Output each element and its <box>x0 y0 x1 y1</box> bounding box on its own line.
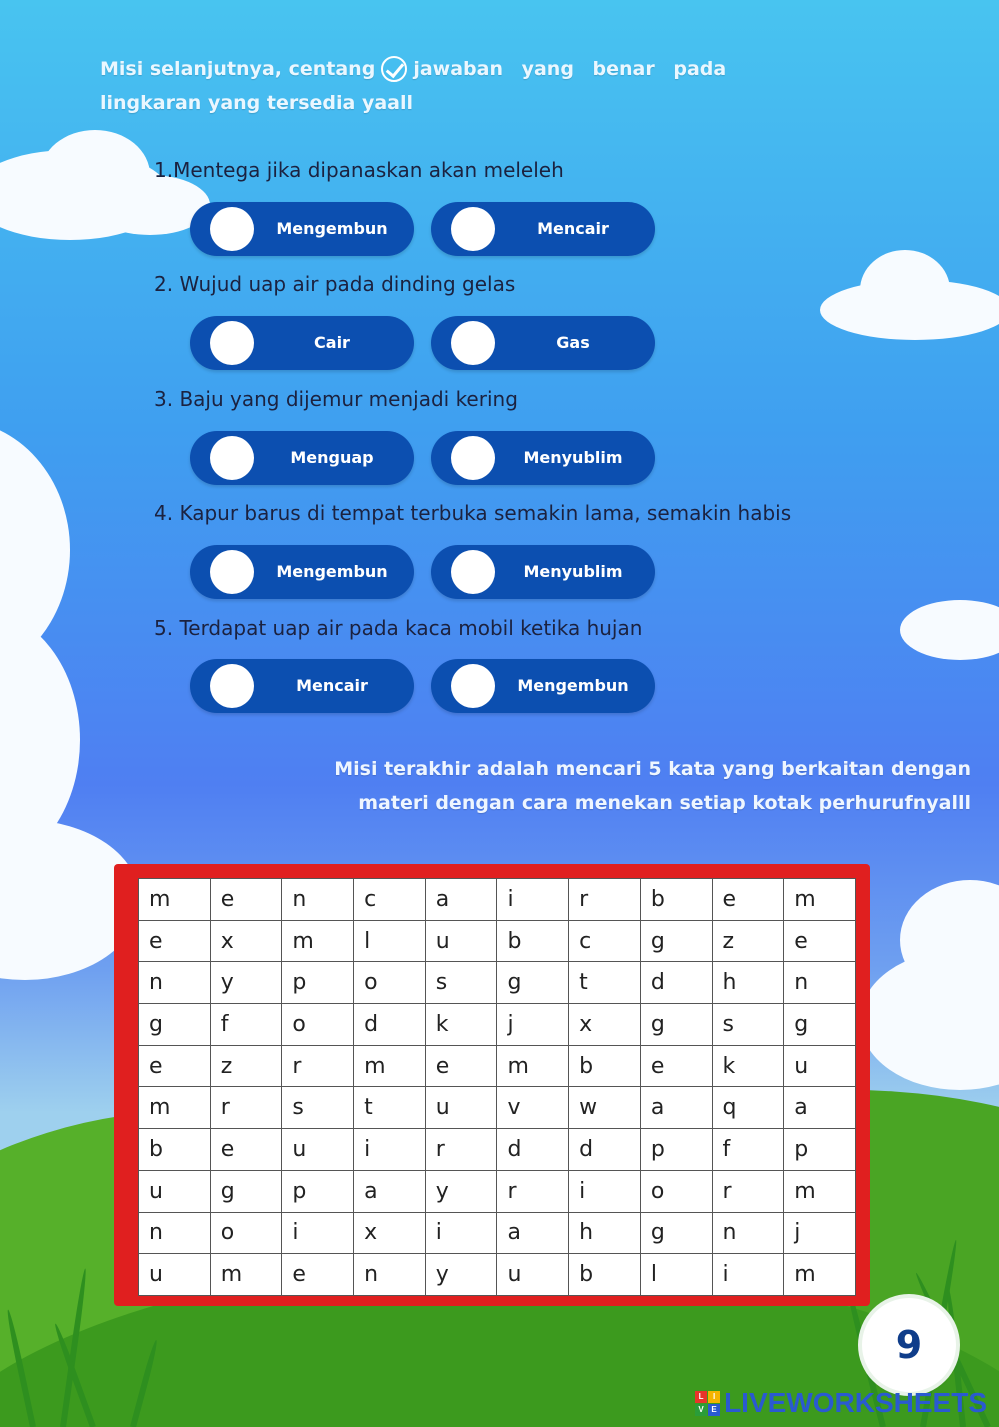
radio-circle[interactable] <box>210 664 254 708</box>
grid-letter-cell[interactable]: n <box>784 962 856 1004</box>
grid-row <box>139 1170 856 1212</box>
grid-letter-cell[interactable]: i <box>425 1212 497 1254</box>
radio-circle[interactable] <box>451 207 495 251</box>
q3-option-a[interactable] <box>190 431 414 485</box>
grid-letter-cell[interactable]: c <box>354 879 426 921</box>
grid-letter-cell[interactable]: n <box>712 1212 784 1254</box>
grid-letter-cell[interactable]: x <box>210 920 282 962</box>
grid-letter-cell[interactable]: b <box>569 1254 641 1296</box>
brand-name: LIVEWORKSHEETS <box>724 1387 987 1418</box>
word-search-instruction-line2: materi dengan cara menekan setiap kotak perhurufnyalll <box>358 792 971 814</box>
grid-letter-cell[interactable]: l <box>354 920 426 962</box>
liveworksheets-logo-icon <box>695 1391 720 1416</box>
grid-letter-cell[interactable]: y <box>425 1170 497 1212</box>
grid-letter-cell[interactable]: i <box>712 1254 784 1296</box>
grid-letter-cell[interactable]: s <box>282 1087 354 1129</box>
grid-letter-cell[interactable]: l <box>640 1254 712 1296</box>
option-label: Mencair <box>537 219 609 238</box>
grid-letter-cell[interactable]: m <box>354 1045 426 1087</box>
q1-option-a[interactable] <box>190 202 414 256</box>
grid-letter-cell[interactable]: s <box>712 1004 784 1046</box>
grid-row <box>139 1129 856 1171</box>
grid-letter-cell[interactable]: e <box>210 1129 282 1171</box>
instruction-text <box>100 52 742 120</box>
grid-letter-cell[interactable]: e <box>282 1254 354 1296</box>
option-label: Gas <box>556 333 590 352</box>
grid-letter-cell[interactable]: r <box>569 879 641 921</box>
grid-letter-cell[interactable]: d <box>640 962 712 1004</box>
word-search-grid <box>138 878 856 1296</box>
question-4-text: 4. Kapur barus di tempat terbuka semakin lama, semakin habis <box>154 501 792 525</box>
grid-row <box>139 1045 856 1087</box>
grid-letter-cell[interactable]: e <box>425 1045 497 1087</box>
grid-letter-cell[interactable]: g <box>210 1170 282 1212</box>
option-label: Cair <box>314 333 350 352</box>
liveworksheets-brand <box>695 1387 987 1419</box>
grid-letter-cell[interactable]: k <box>425 1004 497 1046</box>
option-label: Mengembun <box>276 562 388 581</box>
grid-letter-cell[interactable]: b <box>497 920 569 962</box>
grid-letter-cell[interactable]: o <box>210 1212 282 1254</box>
grid-letter-cell[interactable]: m <box>784 1254 856 1296</box>
logo-tile: E <box>708 1404 720 1416</box>
instruction-line1-end: jawaban yang benar pada <box>413 58 727 80</box>
grid-letter-cell[interactable]: n <box>139 1212 211 1254</box>
logo-tile: I <box>708 1391 720 1403</box>
grid-letter-cell[interactable]: m <box>282 920 354 962</box>
grid-letter-cell[interactable]: g <box>640 1004 712 1046</box>
grid-letter-cell[interactable]: m <box>784 879 856 921</box>
radio-circle[interactable] <box>210 436 254 480</box>
grid-letter-cell[interactable]: p <box>282 962 354 1004</box>
grid-letter-cell[interactable]: b <box>139 1129 211 1171</box>
grid-letter-cell[interactable]: m <box>139 879 211 921</box>
instruction-line1-start: Misi selanjutnya, centang <box>100 58 376 80</box>
grid-row <box>139 962 856 1004</box>
grid-letter-cell[interactable]: u <box>425 1087 497 1129</box>
grid-letter-cell[interactable]: i <box>569 1170 641 1212</box>
radio-circle[interactable] <box>210 321 254 365</box>
grid-letter-cell[interactable]: u <box>497 1254 569 1296</box>
q3-option-b[interactable] <box>431 431 655 485</box>
grid-letter-cell[interactable]: g <box>784 1004 856 1046</box>
question-2-text: 2. Wujud uap air pada dinding gelas <box>154 272 516 296</box>
radio-circle[interactable] <box>210 207 254 251</box>
grid-letter-cell[interactable]: b <box>569 1045 641 1087</box>
radio-circle[interactable] <box>451 550 495 594</box>
grid-letter-cell[interactable]: k <box>712 1045 784 1087</box>
grid-letter-cell[interactable]: r <box>497 1170 569 1212</box>
grid-row <box>139 920 856 962</box>
radio-circle[interactable] <box>451 664 495 708</box>
q2-option-a[interactable] <box>190 316 414 370</box>
grid-letter-cell[interactable]: a <box>354 1170 426 1212</box>
grid-letter-cell[interactable]: h <box>569 1212 641 1254</box>
grid-letter-cell[interactable]: g <box>640 1212 712 1254</box>
grid-letter-cell[interactable]: s <box>425 962 497 1004</box>
grid-letter-cell[interactable]: v <box>497 1087 569 1129</box>
cloud-decoration <box>900 600 999 660</box>
grid-letter-cell[interactable]: p <box>640 1129 712 1171</box>
radio-circle[interactable] <box>210 550 254 594</box>
grid-letter-cell[interactable]: e <box>139 1045 211 1087</box>
grid-letter-cell[interactable]: u <box>139 1170 211 1212</box>
grid-letter-cell[interactable]: g <box>497 962 569 1004</box>
q4-option-b[interactable] <box>431 545 655 599</box>
word-search-instruction <box>331 752 971 820</box>
grid-letter-cell[interactable]: g <box>640 920 712 962</box>
grid-letter-cell[interactable]: m <box>784 1170 856 1212</box>
grid-letter-cell[interactable]: b <box>640 879 712 921</box>
grid-letter-cell[interactable]: x <box>569 1004 641 1046</box>
grid-letter-cell[interactable]: i <box>354 1129 426 1171</box>
grid-letter-cell[interactable]: r <box>210 1087 282 1129</box>
grid-letter-cell[interactable]: y <box>425 1254 497 1296</box>
grid-letter-cell[interactable]: e <box>784 920 856 962</box>
q5-option-a[interactable] <box>190 659 414 713</box>
grid-letter-cell[interactable]: x <box>354 1212 426 1254</box>
grid-letter-cell[interactable]: o <box>354 962 426 1004</box>
option-label: Menyublim <box>523 562 623 581</box>
grid-letter-cell[interactable]: m <box>139 1087 211 1129</box>
grid-letter-cell[interactable]: h <box>712 962 784 1004</box>
cloud-decoration <box>860 250 950 330</box>
grid-letter-cell[interactable]: f <box>210 1004 282 1046</box>
grid-letter-cell[interactable]: q <box>712 1087 784 1129</box>
option-label: Mencair <box>296 676 368 695</box>
grid-letter-cell[interactable]: e <box>139 920 211 962</box>
option-label: Mengembun <box>276 219 388 238</box>
logo-tile: V <box>695 1404 707 1416</box>
grid-letter-cell[interactable]: e <box>640 1045 712 1087</box>
q5-option-b[interactable] <box>431 659 655 713</box>
grid-letter-cell[interactable]: r <box>425 1129 497 1171</box>
grid-letter-cell[interactable]: d <box>569 1129 641 1171</box>
radio-circle[interactable] <box>451 321 495 365</box>
grid-letter-cell[interactable]: a <box>640 1087 712 1129</box>
grid-letter-cell[interactable]: u <box>282 1129 354 1171</box>
grid-letter-cell[interactable]: p <box>784 1129 856 1171</box>
grid-letter-cell[interactable]: a <box>784 1087 856 1129</box>
grid-letter-cell[interactable]: e <box>712 879 784 921</box>
grid-letter-cell[interactable]: n <box>354 1254 426 1296</box>
grid-letter-cell[interactable]: t <box>354 1087 426 1129</box>
check-circle-icon <box>381 56 407 82</box>
grid-letter-cell[interactable]: j <box>784 1212 856 1254</box>
grid-letter-cell[interactable]: d <box>354 1004 426 1046</box>
grid-letter-cell[interactable]: m <box>210 1254 282 1296</box>
grid-letter-cell[interactable]: a <box>497 1212 569 1254</box>
grid-row <box>139 1212 856 1254</box>
grid-letter-cell[interactable]: w <box>569 1087 641 1129</box>
grid-letter-cell[interactable]: o <box>282 1004 354 1046</box>
logo-tile: L <box>695 1391 707 1403</box>
grid-letter-cell[interactable]: o <box>640 1170 712 1212</box>
question-3-text: 3. Baju yang dijemur menjadi kering <box>154 387 518 411</box>
grid-letter-cell[interactable]: m <box>497 1045 569 1087</box>
grid-row <box>139 1004 856 1046</box>
question-1-text: 1.Mentega jika dipanaskan akan meleleh <box>154 158 564 182</box>
grid-letter-cell[interactable]: r <box>712 1170 784 1212</box>
grid-letter-cell[interactable]: u <box>425 920 497 962</box>
grid-letter-cell[interactable]: c <box>569 920 641 962</box>
word-search-instruction-line1: Misi terakhir adalah mencari 5 kata yang berkaitan dengan <box>334 758 971 780</box>
option-label: Mengembun <box>517 676 629 695</box>
grid-letter-cell[interactable]: e <box>210 879 282 921</box>
option-label: Menyublim <box>523 448 623 467</box>
grid-letter-cell[interactable]: d <box>497 1129 569 1171</box>
grid-row <box>139 879 856 921</box>
grid-letter-cell[interactable]: i <box>497 879 569 921</box>
grid-letter-cell[interactable]: p <box>282 1170 354 1212</box>
grid-letter-cell[interactable]: n <box>139 962 211 1004</box>
grid-row <box>139 1254 856 1296</box>
q4-option-a[interactable] <box>190 545 414 599</box>
grid-letter-cell[interactable]: u <box>139 1254 211 1296</box>
grid-letter-cell[interactable]: u <box>784 1045 856 1087</box>
grid-letter-cell[interactable]: t <box>569 962 641 1004</box>
grid-letter-cell[interactable]: r <box>282 1045 354 1087</box>
grid-letter-cell[interactable]: g <box>139 1004 211 1046</box>
word-search-frame <box>114 864 870 1306</box>
option-label: Menguap <box>290 448 374 467</box>
page-number: 9 <box>862 1298 956 1392</box>
grid-letter-cell[interactable]: z <box>210 1045 282 1087</box>
grid-letter-cell[interactable]: i <box>282 1212 354 1254</box>
grid-letter-cell[interactable]: n <box>282 879 354 921</box>
grid-letter-cell[interactable]: j <box>497 1004 569 1046</box>
instruction-line2: lingkaran yang tersedia yaall <box>100 92 414 114</box>
grid-letter-cell[interactable]: f <box>712 1129 784 1171</box>
grid-letter-cell[interactable]: y <box>210 962 282 1004</box>
question-5-text: 5. Terdapat uap air pada kaca mobil ketika hujan <box>154 616 643 640</box>
q1-option-b[interactable] <box>431 202 655 256</box>
grid-letter-cell[interactable]: a <box>425 879 497 921</box>
grid-row <box>139 1087 856 1129</box>
grid-letter-cell[interactable]: z <box>712 920 784 962</box>
radio-circle[interactable] <box>451 436 495 480</box>
q2-option-b[interactable] <box>431 316 655 370</box>
